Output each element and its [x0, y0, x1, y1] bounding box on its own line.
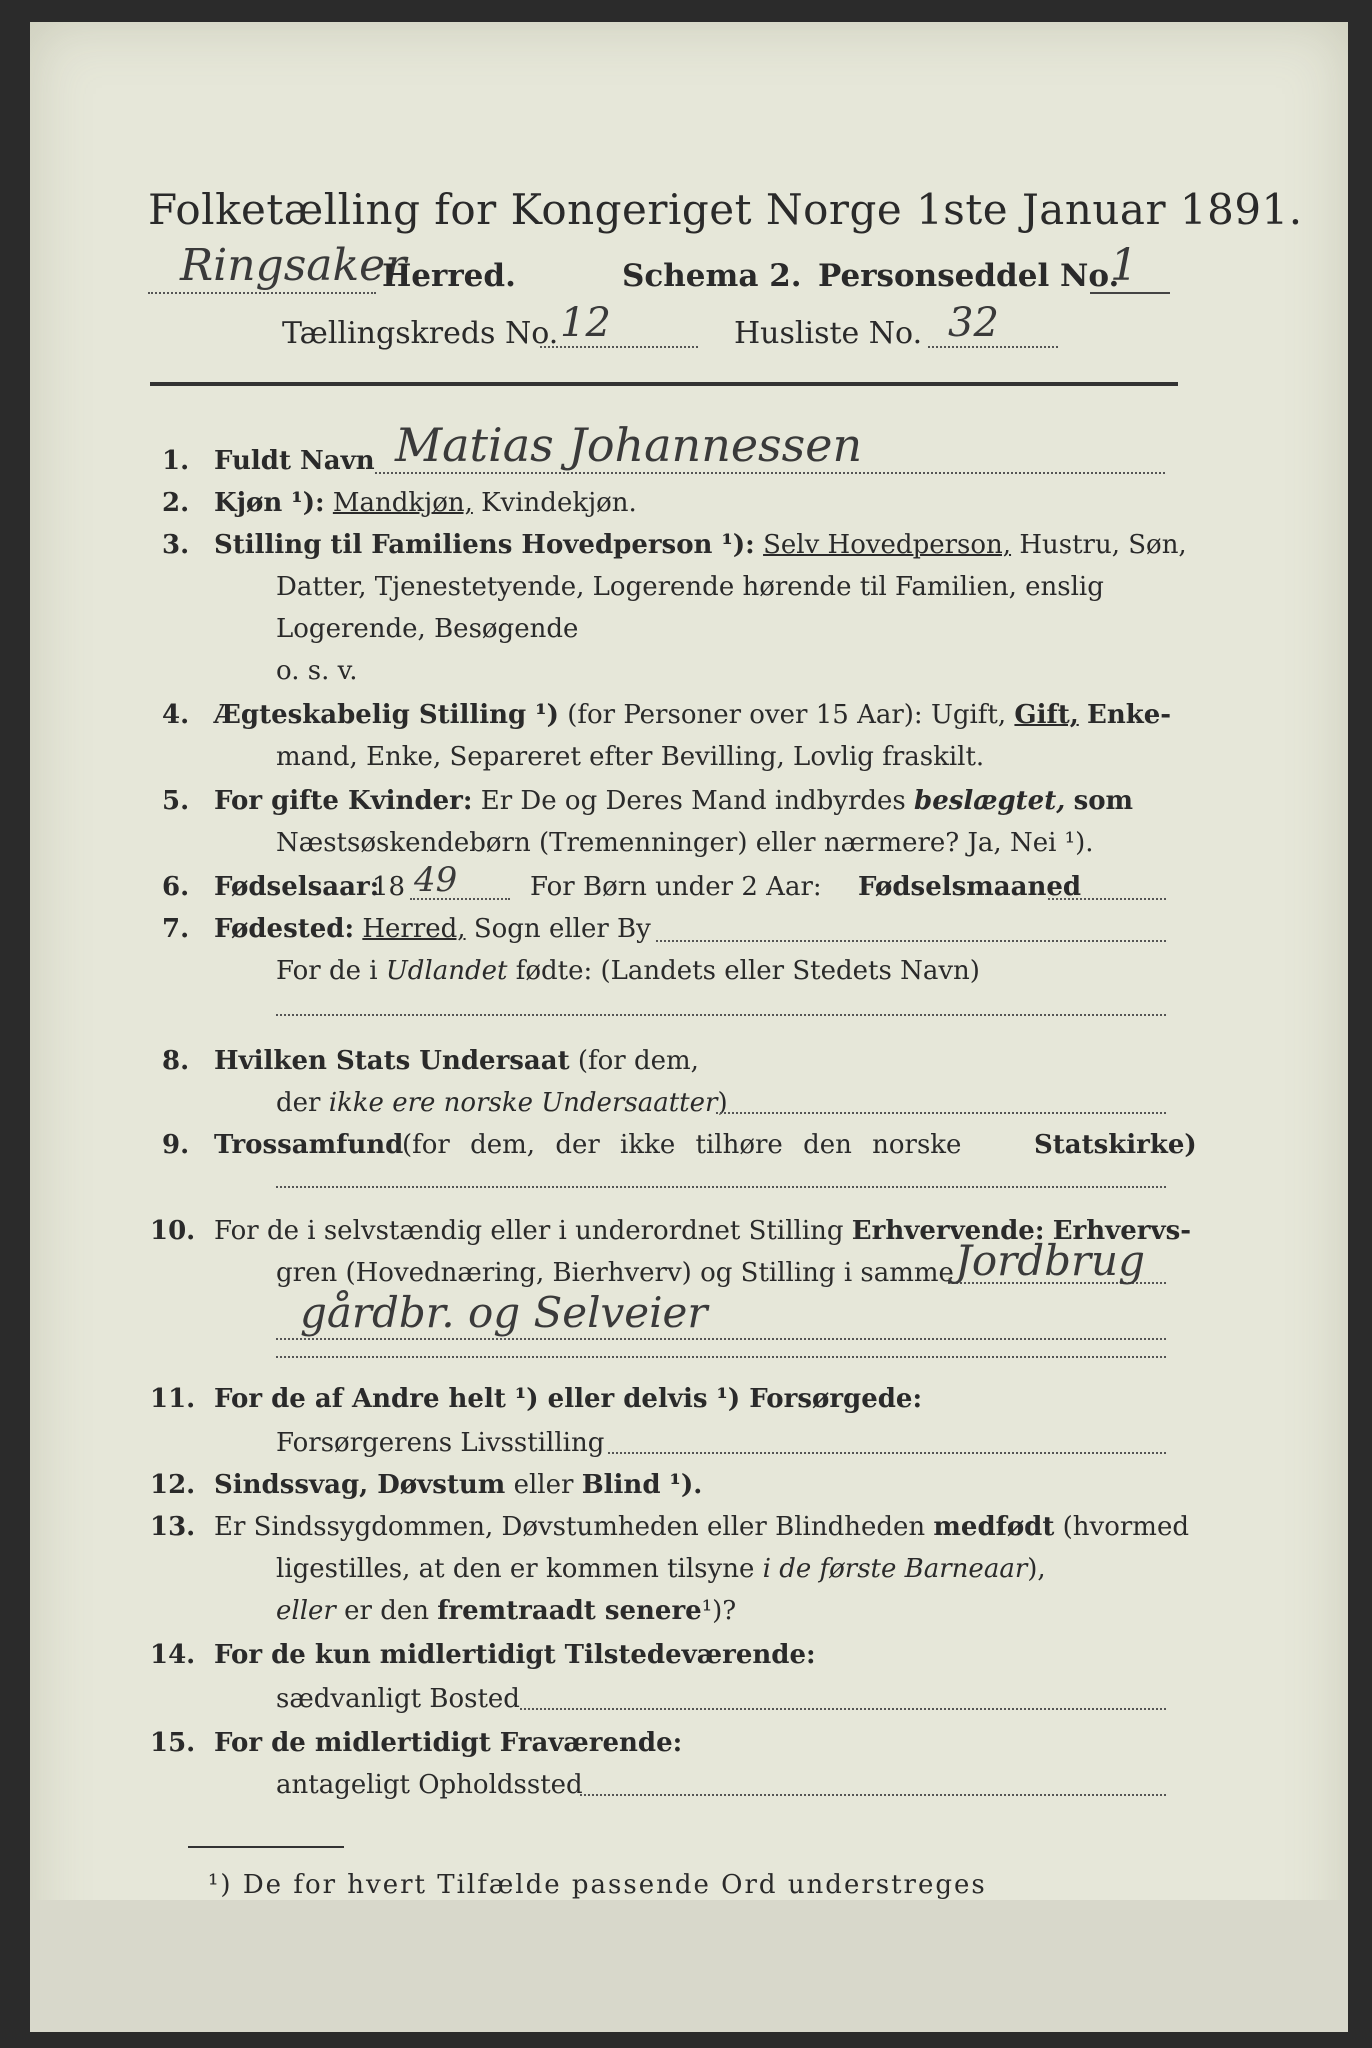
item-14-label: For de kun midlertidigt Tilstedeværende: — [214, 1640, 816, 1670]
item-3-line-4: o. s. v. — [276, 656, 358, 686]
item-6-year-line — [410, 898, 510, 900]
item-10-number: 10. — [150, 1216, 196, 1246]
item-5-row — [214, 786, 1133, 816]
herred-handwritten: Ringsaker — [180, 240, 407, 291]
item-9-number: 9. — [162, 1130, 190, 1160]
item-4-number: 4. — [162, 700, 190, 730]
item-4-rest-1: (for Personer over 15 Aar): Ugift, — [567, 700, 1007, 730]
item-7-line-3 — [276, 1014, 1166, 1016]
occupation-handwritten-2: gårdbr. og Selveier — [300, 1288, 708, 1337]
kreds-label: Tællingskreds No. — [282, 316, 559, 351]
item-8-line-2a: der — [276, 1088, 321, 1118]
personseddel-handwritten: 1 — [1110, 240, 1138, 291]
item-9-label: Trossamfund — [214, 1130, 404, 1160]
item-3-rest: Hustru, Søn, — [1019, 530, 1187, 560]
item-6-prefix: 18 — [372, 872, 406, 902]
name-handwritten: Matias Johannessen — [395, 418, 863, 472]
item-6-label: Fødselsaar: — [214, 872, 380, 902]
item-14-line — [520, 1708, 1166, 1710]
footnote: ¹) De for hvert Tilfælde passende Ord understreges — [208, 1870, 987, 1900]
husliste-line — [928, 346, 1058, 348]
item-8-line-2 — [276, 1088, 728, 1118]
husliste-label: Husliste No. — [734, 316, 923, 351]
item-3-line-2: Datter, Tjenestetyende, Logerende hørende til Familien, enslig — [276, 572, 1104, 602]
item-5-rest-1: Er De og Deres Mand indbyrdes — [480, 786, 906, 816]
footnote-rule — [188, 1846, 344, 1848]
item-8-label: Hvilken Stats Undersaat — [214, 1046, 570, 1076]
item-2-row — [214, 488, 637, 518]
occupation-handwritten-1: Jordbrug — [955, 1236, 1145, 1285]
item-2-label: Kjøn ¹): — [214, 488, 325, 518]
item-5-beslaegtet: beslægtet, — [914, 786, 1066, 816]
item-8-line — [716, 1112, 1166, 1114]
item-13-rest-1: Er Sindssygdommen, Døvstumheden eller Blindheden — [214, 1512, 926, 1542]
item-7-line-2a: For de i — [276, 956, 378, 986]
husliste-handwritten: 32 — [948, 300, 999, 346]
item-15-label: For de midlertidigt Fraværende: — [214, 1728, 683, 1758]
item-13-label: medfødt — [933, 1512, 1055, 1542]
item-3-line-3: Logerende, Besøgende — [276, 614, 579, 644]
item-13-line-2 — [276, 1554, 1046, 1584]
item-8-row — [214, 1046, 699, 1076]
option-kvindekjon: Kvindekjøn. — [481, 488, 637, 518]
item-14-line-2: sædvanligt Bosted — [276, 1684, 520, 1714]
item-13-rest-2: (hvormed — [1062, 1512, 1189, 1542]
herred-line — [148, 292, 376, 294]
item-1-number: 1. — [162, 446, 190, 476]
item-9-rest: (for dem, der ikke tilhøre den norske — [402, 1130, 962, 1160]
item-7-line-2b: fødte: (Landets eller Stedets Navn) — [515, 956, 980, 986]
schema-label: Schema 2. — [622, 258, 802, 294]
kreds-line — [540, 346, 698, 348]
item-7-line — [656, 940, 1166, 942]
item-3-number: 3. — [162, 530, 190, 560]
page-title: Folketælling for Kongeriget Norge 1ste Januar 1891. — [148, 185, 1303, 234]
item-6-number: 6. — [162, 872, 190, 902]
item-7-rest: Sogn eller By — [473, 914, 651, 944]
item-7-line-2 — [276, 956, 980, 986]
item-4-label: Ægteskabelig Stilling ¹) — [214, 700, 559, 730]
item-8-ikke-norske: ikke ere norske Undersaatter — [328, 1088, 718, 1118]
personseddel-label: Personseddel No. — [818, 258, 1120, 294]
item-13-line-3 — [276, 1596, 736, 1626]
item-5-number: 5. — [162, 786, 190, 816]
item-8-line-2b: ) — [717, 1088, 728, 1118]
kreds-handwritten: 12 — [560, 300, 611, 346]
item-9-line — [276, 1186, 1166, 1188]
item-4-row — [214, 700, 1171, 730]
item-14-number: 14. — [150, 1640, 196, 1670]
item-13-line-3c: ¹)? — [701, 1596, 737, 1626]
item-13-line-3a: er den — [344, 1596, 429, 1626]
option-gift: Gift, — [1014, 700, 1079, 730]
item-13-eller: eller — [276, 1596, 336, 1626]
page-bottom-strip — [30, 1900, 1348, 2032]
option-selv-hovedperson: Selv Hovedperson, — [763, 530, 1012, 560]
option-herred: Herred, — [362, 914, 466, 944]
item-13-line-2b: ), — [1027, 1554, 1046, 1584]
item-5-line-2: Næstsøskendebørn (Tremenninger) eller nærmere? Ja, Nei ¹). — [276, 828, 1094, 858]
item-4-rest-2: Enke- — [1087, 700, 1172, 730]
item-12-label-2: Blind ¹). — [581, 1470, 703, 1500]
item-12-number: 12. — [150, 1470, 196, 1500]
item-11-number: 11. — [150, 1384, 196, 1414]
item-3-row — [214, 530, 1187, 560]
item-3-label: Stilling til Familiens Hovedperson ¹): — [214, 530, 755, 560]
item-13-number: 13. — [150, 1512, 196, 1542]
item-5-label: For gifte Kvinder: — [214, 786, 473, 816]
item-1-line — [375, 472, 1165, 474]
item-13-row — [214, 1512, 1189, 1542]
item-8-number: 8. — [162, 1046, 190, 1076]
item-11-label: For de af Andre helt ¹) eller delvis ¹) Forsørgede: — [214, 1384, 923, 1414]
item-7-udlandet: Udlandet — [385, 956, 508, 986]
item-6-rest: For Børn under 2 Aar: — [530, 872, 822, 902]
item-1-label: Fuldt Navn — [214, 446, 375, 476]
item-15-number: 15. — [150, 1728, 196, 1758]
item-6-month-line — [1048, 898, 1166, 900]
item-15-line — [580, 1794, 1166, 1796]
item-7-label: Fødested: — [214, 914, 355, 944]
item-10-line-2: gren (Hovednæring, Bierhverv) og Stilling i samme — [276, 1258, 954, 1288]
item-10-rest: For de i selvstændig eller i underordnet Stilling — [214, 1216, 844, 1246]
item-7-row — [214, 914, 651, 944]
item-7-number: 7. — [162, 914, 190, 944]
option-mandkjon: Mandkjøn, — [332, 488, 473, 518]
herred-label: Herred. — [382, 258, 516, 294]
header-rule — [150, 382, 1178, 386]
item-10-label: Erhvervende: — [851, 1216, 1045, 1246]
item-13-senere: fremtraadt senere — [437, 1596, 702, 1626]
item-5-rest-2: som — [1073, 786, 1134, 816]
item-2-number: 2. — [162, 488, 190, 518]
item-11-line-2: Forsørgerens Livsstilling — [276, 1428, 605, 1458]
item-13-barneaar: i de første Barneaar — [762, 1554, 1028, 1584]
personseddel-line — [1090, 292, 1170, 294]
item-8-rest: (for dem, — [577, 1046, 699, 1076]
item-10-label-2: Erhvervs- — [1052, 1216, 1192, 1246]
item-13-line-2a: ligestilles, at den er kommen tilsyne — [276, 1554, 755, 1584]
item-6-label-2: Fødselsmaaned — [858, 872, 1082, 902]
item-9-label-2: Statskirke) — [1034, 1130, 1197, 1160]
item-12-label: Sindssvag, Døvstum — [214, 1470, 506, 1500]
item-11-line — [608, 1452, 1166, 1454]
birth-year-handwritten: 49 — [414, 860, 458, 900]
item-12-rest: eller — [513, 1470, 574, 1500]
item-12-row — [214, 1470, 702, 1500]
item-15-line-2: antageligt Opholdssted — [276, 1770, 583, 1800]
item-10-line-3 — [276, 1338, 1166, 1340]
item-10-line-4 — [276, 1356, 1166, 1358]
item-4-line-2: mand, Enke, Separeret efter Bevilling, Lovlig fraskilt. — [276, 742, 985, 772]
